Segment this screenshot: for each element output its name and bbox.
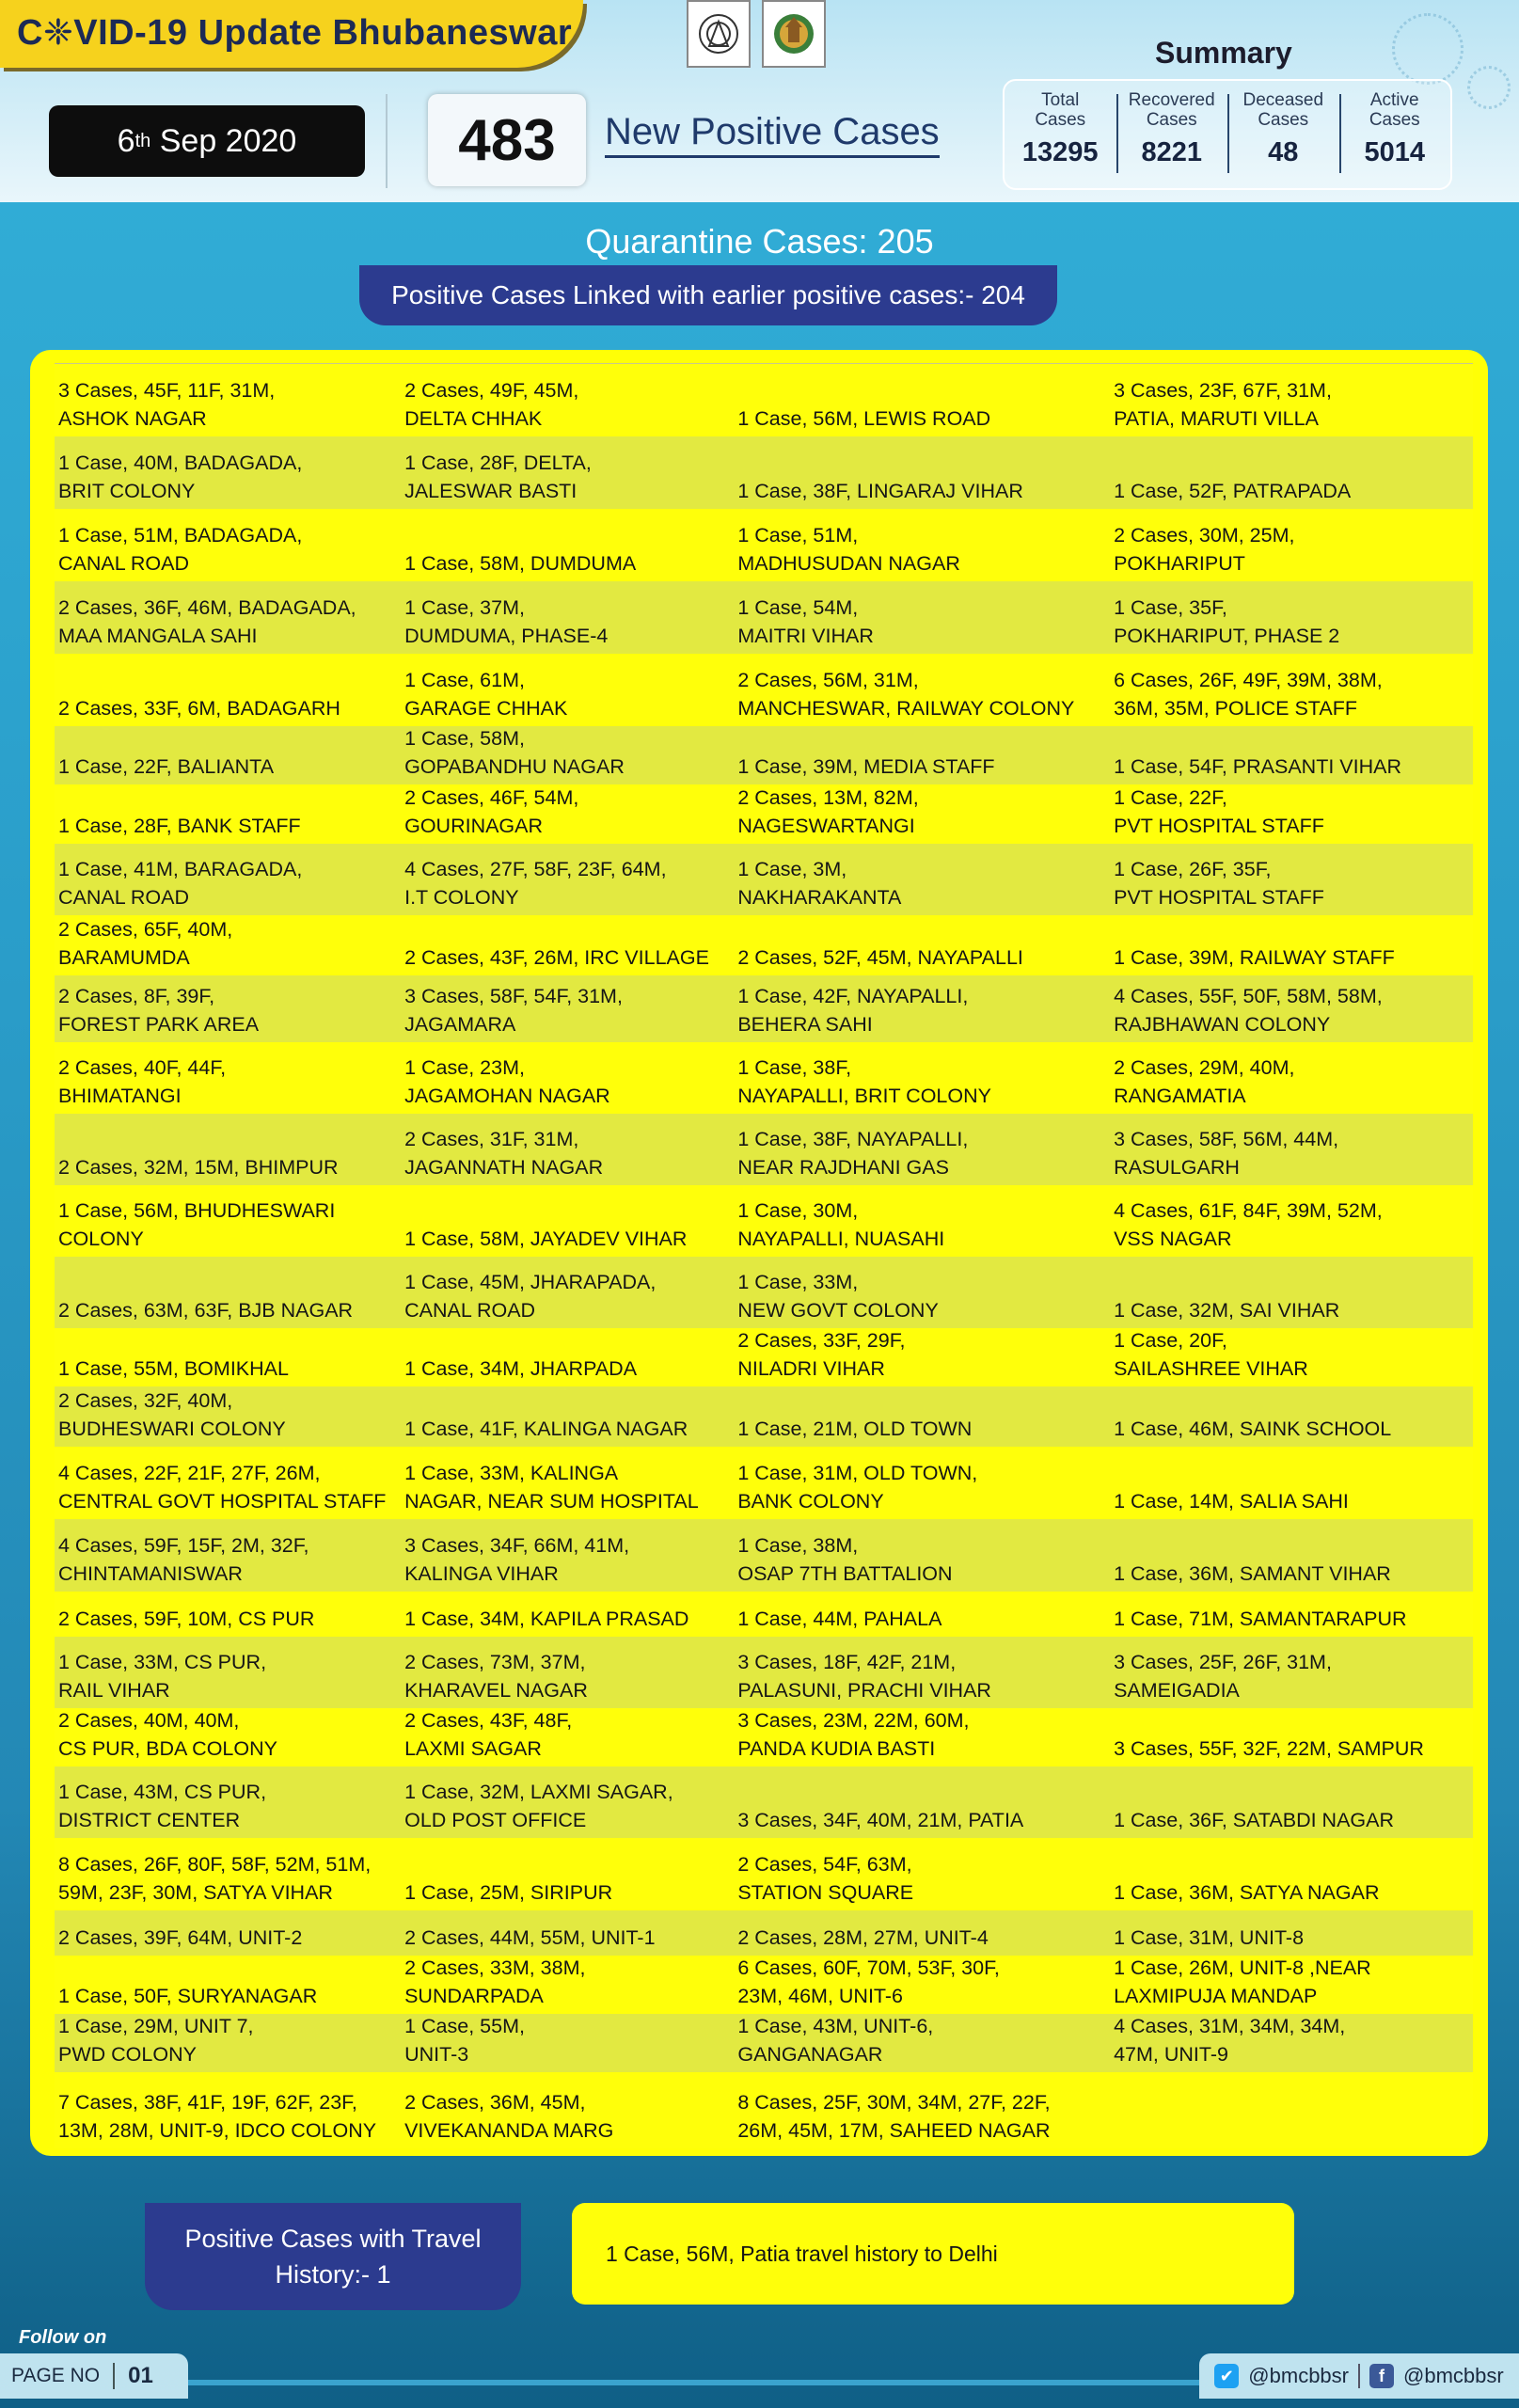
case-cell: 1 Case, 36M, SAMANT VIHAR — [1114, 1562, 1391, 1585]
bmc-logo-icon — [762, 0, 826, 68]
case-cell: 3 Cases, 58F, 56M, 44M, RASULGARH — [1114, 1128, 1339, 1179]
table-row — [55, 1185, 1473, 1257]
follow-on-label: Follow on — [19, 2327, 107, 2348]
table-row — [55, 1519, 1473, 1592]
case-cell: 2 Cases, 32M, 15M, BHIMPUR — [58, 1156, 339, 1179]
case-cell: 7 Cases, 38F, 41F, 19F, 62F, 23F, 13M, 28M, UNIT-9, IDCO COLONY — [58, 2091, 377, 2142]
quarantine-cases: Quarantine Cases: 205 — [585, 222, 934, 261]
case-cell: 1 Case, 21M, OLD TOWN — [737, 1418, 973, 1440]
case-cell: 1 Case, 58M, GOPABANDHU NAGAR — [404, 727, 625, 778]
case-cell: 2 Cases, 13M, 82M, NAGESWARTANGI — [737, 786, 919, 837]
case-cell: 2 Cases, 36F, 46M, BADAGADA, MAA MANGALA SAHI — [58, 596, 356, 647]
case-cell: 1 Case, 50F, SURYANAGAR — [58, 1985, 318, 2007]
case-cell: 3 Cases, 23F, 67F, 31M, PATIA, MARUTI VILLA — [1114, 379, 1332, 430]
case-cell: 4 Cases, 22F, 21F, 27F, 26M, CENTRAL GOVT HOSPITAL STAFF — [58, 1462, 387, 1513]
table-row — [55, 1592, 1473, 1637]
case-cell: 1 Case, 31M, OLD TOWN, BANK COLONY — [737, 1462, 978, 1513]
social-links — [1199, 2353, 1519, 2399]
case-cell: 2 Cases, 43F, 48F, LAXMI SAGAR — [404, 1709, 573, 1760]
case-cell: 2 Cases, 65F, 40M, BARAMUMDA — [58, 918, 233, 969]
case-cell — [1110, 2072, 1473, 2148]
case-cell: 1 Case, 58M, JAYADEV VIHAR — [404, 1228, 688, 1250]
case-cell: 2 Cases, 40F, 44F, BHIMATANGI — [58, 1056, 227, 1107]
table-row — [55, 784, 1473, 844]
case-cell: 1 Case, 35F, POKHARIPUT, PHASE 2 — [1114, 596, 1340, 647]
case-cell: 2 Cases, 46F, 54M, GOURINAGAR — [404, 786, 579, 837]
case-cell: 2 Cases, 31F, 31M, JAGANNATH NAGAR — [404, 1128, 604, 1179]
table-row — [55, 1257, 1473, 1328]
odisha-govt-emblem-icon — [687, 0, 751, 68]
summary-label: Total Cases — [1035, 90, 1086, 130]
table-row — [55, 844, 1473, 915]
table-row — [55, 2072, 1473, 2148]
summary-recovered — [1116, 81, 1228, 188]
page-number: 01 — [128, 2363, 153, 2388]
case-cell: 1 Case, 22F, PVT HOSPITAL STAFF — [1114, 786, 1324, 837]
case-cell: 2 Cases, 52F, 45M, NAYAPALLI — [737, 946, 1023, 969]
table-row — [55, 364, 1473, 436]
twitter-handle[interactable]: @bmcbbsr — [1248, 2364, 1349, 2387]
summary-value: 13295 — [1021, 137, 1099, 167]
case-cell: 4 Cases, 55F, 50F, 58M, 58M, RAJBHAWAN COLONY — [1114, 985, 1383, 1036]
case-cell: 1 Case, 43M, UNIT-6, GANGANAGAR — [737, 2015, 934, 2066]
case-cell: 1 Case, 32M, LAXMI SAGAR, OLD POST OFFICE — [404, 1781, 673, 1831]
case-cell: 2 Cases, 8F, 39F, FOREST PARK AREA — [58, 985, 260, 1036]
table-row — [55, 915, 1473, 975]
header — [0, 0, 1519, 202]
case-cell: 2 Cases, 30M, 25M, POKHARIPUT — [1114, 524, 1295, 575]
case-cell: 1 Case, 26M, UNIT-8 ,NEAR LAXMIPUJA MANDAP — [1114, 1956, 1371, 2007]
case-cell: 1 Case, 28F, BANK STAFF — [58, 815, 301, 837]
case-cell: 2 Cases, 56M, 31M, MANCHESWAR, RAILWAY COLONY — [737, 669, 1075, 720]
summary-box — [1003, 79, 1452, 190]
case-cell: 1 Case, 33M, NEW GOVT COLONY — [737, 1271, 939, 1322]
summary-total — [1005, 81, 1116, 188]
case-cell: 1 Case, 29M, UNIT 7, PWD COLONY — [58, 2015, 254, 2066]
case-cell: 1 Case, 54F, PRASANTI VIHAR — [1114, 755, 1401, 778]
summary-value: 8221 — [1141, 137, 1202, 167]
case-cell: 2 Cases, 33F, 29F, NILADRI VIHAR — [737, 1329, 906, 1380]
page-title: C❈VID-19 Update Bhubaneswar — [17, 13, 573, 53]
case-cell: 2 Cases, 32F, 40M, BUDHESWARI COLONY — [58, 1389, 286, 1440]
case-cell: 3 Cases, 55F, 32F, 22M, SAMPUR — [1114, 1737, 1424, 1760]
case-cell: 1 Case, 41F, KALINGA NAGAR — [404, 1418, 688, 1440]
case-cell: 2 Cases, 33M, 38M, SUNDARPADA — [404, 1956, 586, 2007]
table-row — [55, 1838, 1473, 1910]
case-cell: 1 Case, 23M, JAGAMOHAN NAGAR — [404, 1056, 610, 1107]
table-row — [55, 581, 1473, 654]
table-row — [55, 975, 1473, 1042]
title-banner — [0, 0, 583, 68]
case-cell: 1 Case, 55M, UNIT-3 — [404, 2015, 525, 2066]
case-cell: 1 Case, 41M, BARAGADA, CANAL ROAD — [58, 858, 303, 909]
table-row — [55, 1956, 1473, 2014]
case-cell: 1 Case, 20F, SAILASHREE VIHAR — [1114, 1329, 1308, 1380]
case-cell: 1 Case, 3M, NAKHARAKANTA — [737, 858, 902, 909]
case-cell: 1 Case, 44M, PAHALA — [737, 1608, 942, 1630]
table-row — [55, 1447, 1473, 1519]
summary-label: Recovered Cases — [1128, 90, 1215, 130]
case-cell: 1 Case, 26F, 35F, PVT HOSPITAL STAFF — [1114, 858, 1324, 909]
table-row — [55, 1708, 1473, 1766]
new-cases-count: 483 — [428, 94, 586, 186]
case-cell: 3 Cases, 18F, 42F, 21M, PALASUNI, PRACHI VIHAR — [737, 1651, 991, 1702]
case-cell: 1 Case, 39M, MEDIA STAFF — [737, 755, 995, 778]
case-cell: 1 Case, 33M, CS PUR, RAIL VIHAR — [58, 1651, 267, 1702]
case-cell: 1 Case, 34M, JHARPADA — [404, 1357, 638, 1380]
case-cell: 1 Case, 61M, GARAGE CHHAK — [404, 669, 568, 720]
case-cell: 1 Case, 42F, NAYAPALLI, BEHERA SAHI — [737, 985, 969, 1036]
date-month-year: Sep 2020 — [150, 122, 297, 159]
case-cell: 1 Case, 37M, DUMDUMA, PHASE-4 — [404, 596, 609, 647]
cases-table-card — [30, 350, 1488, 2156]
case-cell: 1 Case, 38F, LINGARAJ VIHAR — [737, 480, 1023, 502]
case-cell: 3 Cases, 58F, 54F, 31M, JAGAMARA — [404, 985, 623, 1036]
table-row — [55, 1637, 1473, 1708]
case-cell: 1 Case, 32M, SAI VIHAR — [1114, 1299, 1340, 1322]
case-cell: 1 Case, 46M, SAINK SCHOOL — [1114, 1418, 1392, 1440]
case-cell: 3 Cases, 34F, 66M, 41M, KALINGA VIHAR — [404, 1534, 630, 1585]
case-cell: 2 Cases, 63M, 63F, BJB NAGAR — [58, 1299, 354, 1322]
case-cell: 1 Case, 22F, BALIANTA — [58, 755, 275, 778]
case-cell: 2 Cases, 28M, 27M, UNIT-4 — [737, 1926, 989, 1949]
new-cases-label: New Positive Cases — [605, 111, 940, 158]
summary-value: 48 — [1268, 137, 1299, 167]
virus-decoration-icon — [1392, 13, 1464, 85]
case-cell: 6 Cases, 26F, 49F, 39M, 38M, 36M, 35M, POLICE STAFF — [1114, 669, 1383, 720]
page-number-box — [0, 2353, 188, 2399]
cases-table — [55, 363, 1473, 2143]
case-cell: 1 Case, 55M, BOMIKHAL — [58, 1357, 289, 1380]
divider — [1358, 2364, 1360, 2388]
case-cell: 1 Case, 43M, CS PUR, DISTRICT CENTER — [58, 1781, 267, 1831]
summary-title: Summary — [1155, 36, 1292, 70]
table-row — [55, 1386, 1473, 1447]
twitter-icon[interactable]: ✔ — [1214, 2364, 1239, 2388]
case-cell: 2 Cases, 49F, 45M, DELTA CHHAK — [404, 379, 579, 430]
case-cell: 8 Cases, 26F, 80F, 58F, 52M, 51M, 59M, 23F, 30M, SATYA VIHAR — [58, 1853, 372, 1904]
case-cell: 1 Case, 30M, NAYAPALLI, NUASAHI — [737, 1199, 945, 1250]
case-cell: 1 Case, 38M, OSAP 7TH BATTALION — [737, 1534, 953, 1585]
case-cell: 2 Cases, 59F, 10M, CS PUR — [58, 1608, 315, 1630]
date-suffix: th — [134, 130, 151, 151]
case-cell: 1 Case, 28F, DELTA, JALESWAR BASTI — [404, 452, 592, 502]
case-cell: 1 Case, 39M, RAILWAY STAFF — [1114, 946, 1395, 969]
virus-decoration-icon — [1467, 66, 1511, 109]
table-row — [55, 1114, 1473, 1185]
case-cell: 2 Cases, 36M, 45M, VIVEKANANDA MARG — [404, 2091, 614, 2142]
case-cell: 2 Cases, 40M, 40M, CS PUR, BDA COLONY — [58, 1709, 277, 1760]
case-cell: 1 Case, 25M, SIRIPUR — [404, 1881, 613, 1904]
case-cell: 2 Cases, 33F, 6M, BADAGARH — [58, 697, 340, 720]
table-row — [55, 509, 1473, 581]
table-row — [55, 1042, 1473, 1114]
case-cell: 1 Case, 45M, JHARAPADA, CANAL ROAD — [404, 1271, 657, 1322]
divider — [386, 94, 388, 188]
table-row — [55, 1766, 1473, 1838]
summary-active — [1339, 81, 1451, 188]
summary-deceased — [1227, 81, 1339, 188]
case-cell: 1 Case, 51M, MADHUSUDAN NAGAR — [737, 524, 960, 575]
case-cell: 3 Cases, 25F, 26F, 31M, SAMEIGADIA — [1114, 1651, 1332, 1702]
case-cell: 1 Case, 56M, LEWIS ROAD — [737, 407, 991, 430]
divider — [113, 2363, 115, 2389]
case-cell: 1 Case, 31M, UNIT-8 — [1114, 1926, 1305, 1949]
case-cell: 1 Case, 34M, KAPILA PRASAD — [404, 1608, 689, 1630]
case-cell: 4 Cases, 31M, 34M, 34M, 47M, UNIT-9 — [1114, 2015, 1346, 2066]
case-cell: 3 Cases, 23M, 22M, 60M, PANDA KUDIA BASTI — [737, 1709, 970, 1760]
footer-rule — [188, 2380, 1199, 2385]
summary-value: 5014 — [1364, 137, 1425, 167]
case-cell: 1 Case, 56M, BHUDHESWARI COLONY — [58, 1199, 336, 1250]
table-row — [55, 436, 1473, 509]
table-row — [55, 654, 1473, 726]
case-cell: 3 Cases, 45F, 11F, 31M, ASHOK NAGAR — [58, 379, 276, 430]
case-cell: 1 Case, 36M, SATYA NAGAR — [1114, 1881, 1380, 1904]
date-day: 6 — [117, 122, 135, 159]
case-cell: 2 Cases, 73M, 37M, KHARAVEL NAGAR — [404, 1651, 588, 1702]
case-cell: 2 Cases, 39F, 64M, UNIT-2 — [58, 1926, 303, 1949]
case-cell: 2 Cases, 54F, 63M, STATION SQUARE — [737, 1853, 914, 1904]
case-cell: 1 Case, 58M, DUMDUMA — [404, 552, 637, 575]
facebook-icon[interactable]: f — [1369, 2364, 1394, 2388]
case-cell: 1 Case, 36F, SATABDI NAGAR — [1114, 1809, 1395, 1831]
case-cell: 1 Case, 71M, SAMANTARAPUR — [1114, 1608, 1407, 1630]
case-cell: 1 Case, 38F, NAYAPALLI, BRIT COLONY — [737, 1056, 991, 1107]
case-cell: 8 Cases, 25F, 30M, 34M, 27F, 22F, 26M, 45M, 17M, SAHEED NAGAR — [737, 2091, 1051, 2142]
table-row — [55, 726, 1473, 784]
case-cell: 1 Case, 51M, BADAGADA, CANAL ROAD — [58, 524, 303, 575]
case-cell: 3 Cases, 34F, 40M, 21M, PATIA — [737, 1809, 1024, 1831]
table-row — [55, 2014, 1473, 2072]
case-cell: 1 Case, 52F, PATRAPADA — [1114, 480, 1352, 502]
facebook-handle[interactable]: @bmcbbsr — [1403, 2364, 1504, 2387]
case-cell: 2 Cases, 44M, 55M, UNIT-1 — [404, 1926, 656, 1949]
logo-group — [687, 0, 826, 68]
case-cell: 4 Cases, 61F, 84F, 39M, 52M, VSS NAGAR — [1114, 1199, 1383, 1250]
date-display — [49, 105, 365, 177]
case-cell: 6 Cases, 60F, 70M, 53F, 30F, 23M, 46M, UNIT-6 — [737, 1956, 1000, 2007]
case-cell: 2 Cases, 43F, 26M, IRC VILLAGE — [404, 946, 709, 969]
case-cell: 1 Case, 54M, MAITRI VIHAR — [737, 596, 874, 647]
case-cell: 1 Case, 38F, NAYAPALLI, NEAR RAJDHANI GAS — [737, 1128, 969, 1179]
page-label: PAGE NO — [11, 2365, 101, 2386]
summary-label: Deceased Cases — [1242, 90, 1324, 130]
case-cell: 2 Cases, 29M, 40M, RANGAMATIA — [1114, 1056, 1295, 1107]
case-cell: 4 Cases, 59F, 15F, 2M, 32F, CHINTAMANISWAR — [58, 1534, 309, 1585]
case-cell: 1 Case, 40M, BADAGADA, BRIT COLONY — [58, 452, 303, 502]
case-cell: 1 Case, 14M, SALIA SAHI — [1114, 1490, 1349, 1513]
summary-label: Active Cases — [1369, 90, 1420, 130]
case-cell: 4 Cases, 27F, 58F, 23F, 64M, I.T COLONY — [404, 858, 667, 909]
travel-history-label: Positive Cases with Travel History:- 1 — [145, 2203, 521, 2310]
table-row — [55, 1910, 1473, 1956]
table-row — [55, 1328, 1473, 1386]
case-cell: 1 Case, 33M, KALINGA NAGAR, NEAR SUM HOSPITAL — [404, 1462, 699, 1513]
travel-history-case: 1 Case, 56M, Patia travel history to Delhi — [572, 2203, 1294, 2305]
linked-cases-banner: Positive Cases Linked with earlier positive cases:- 204 — [359, 265, 1057, 325]
